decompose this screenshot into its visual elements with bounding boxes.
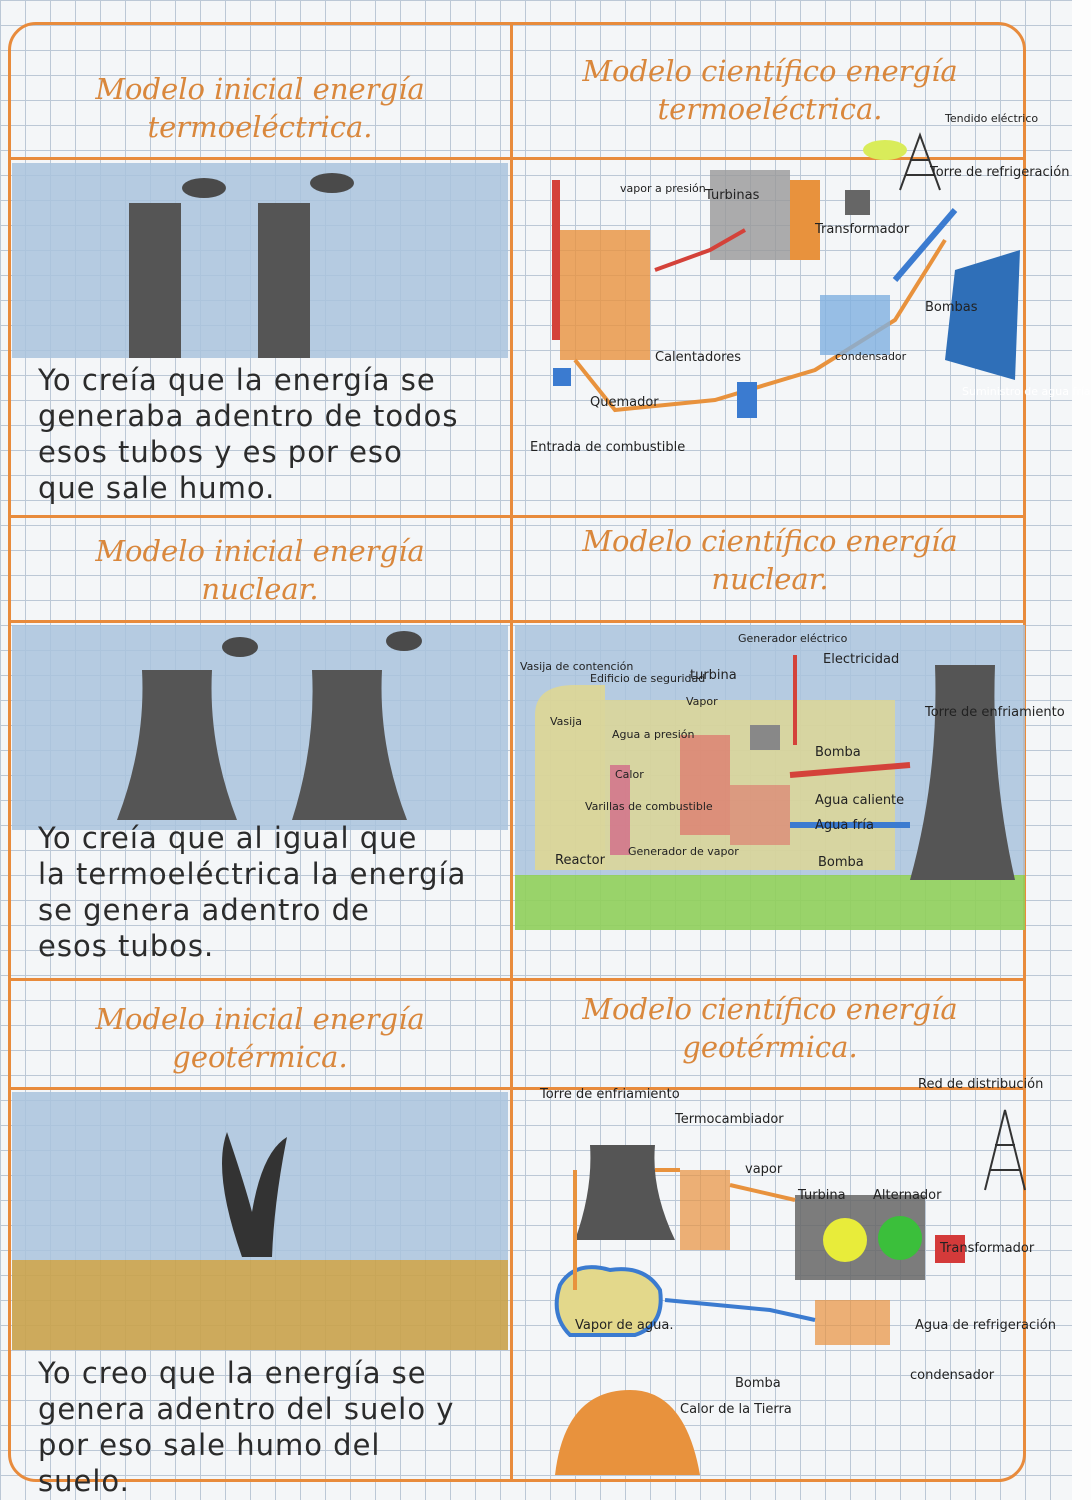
text-line: que sale humo. [38, 471, 276, 505]
label-generador: Generador eléctrico [738, 632, 848, 645]
label-electricidad: Electricidad [823, 652, 900, 667]
title-line: Modelo inicial energía [95, 1002, 425, 1036]
label-vasija: Vasija [550, 715, 582, 728]
label-torre: Torre de enfriamiento [925, 705, 1065, 720]
condenser [815, 1300, 890, 1345]
grass [515, 875, 1025, 930]
label-condensador: condensador [835, 350, 907, 363]
title-line: Modelo científico energía [582, 992, 958, 1026]
thermo-initial-title [20, 70, 500, 146]
water-supply [945, 250, 1020, 380]
label-termocambiador: Termocambiador [675, 1112, 784, 1127]
label-torre: Torre de enfriamiento [540, 1087, 680, 1102]
chimney-left [129, 203, 181, 358]
label-calor: Calor de la Tierra [680, 1402, 792, 1417]
smoke-puff [310, 173, 354, 193]
row-divider-2 [8, 978, 1026, 981]
title-line: geotérmica. [172, 1040, 348, 1074]
label-suministro: Suministro de agua fría [962, 385, 1091, 398]
text-line: genera adentro del suelo y [38, 1392, 455, 1426]
earth-heat [555, 1390, 700, 1475]
label-edificio: Edificio de seguridad [590, 672, 706, 685]
label-vasija-contencion: Vasija de contención [520, 660, 634, 673]
label-agua-caliente: Agua caliente [815, 793, 905, 808]
steam-generator [680, 735, 730, 835]
nuclear-scientific-title [520, 522, 1020, 598]
chimney-right [258, 203, 310, 358]
title-line: Modelo científico energía [582, 54, 958, 88]
text-line: Yo creía que al igual que [38, 821, 418, 855]
thermo-initial-drawing [12, 163, 508, 358]
ground [12, 1260, 508, 1350]
smoke-puff [222, 637, 258, 657]
text-line: suelo. [38, 1464, 130, 1498]
turbine-block [710, 170, 790, 260]
alternator [878, 1216, 922, 1260]
title-line: Modelo inicial energía [95, 534, 425, 568]
label-agua-presion: Agua a presión [612, 728, 695, 741]
label-calor: Calor [615, 768, 644, 781]
label-transformador: Transformador [815, 222, 910, 237]
geo-initial-title [20, 1000, 500, 1076]
cooling-tower [575, 1145, 675, 1240]
label-torre: Torre de refrigeración [930, 165, 1070, 180]
nuclear-initial-drawing [12, 625, 508, 830]
tower-icon [985, 1110, 1025, 1190]
row-divider-1 [8, 515, 1026, 518]
water-pipe [665, 1300, 815, 1320]
transformer [845, 190, 870, 215]
label-bomba2: Bomba [818, 855, 864, 870]
label-vapor: Vapor [686, 695, 718, 708]
nuclear-initial-title [20, 532, 500, 608]
title-line: nuclear. [711, 562, 829, 596]
geo-scientific-title [520, 990, 1020, 1066]
label-turbina: Turbina [798, 1188, 846, 1203]
geo-initial-text [38, 1355, 508, 1499]
title-line: Modelo científico energía [582, 524, 958, 558]
text-line: esos tubos y es por eso [38, 435, 403, 469]
label-bomba1: Bomba [815, 745, 861, 760]
label-tendido: Tendido eléctrico [945, 112, 1039, 125]
text-line: por eso sale humo del [38, 1428, 381, 1462]
label-varillas: Varillas de combustible [585, 800, 713, 813]
nuclear-initial-text [38, 820, 508, 964]
stack [552, 180, 560, 340]
label-vapor: vapor a presión [620, 182, 706, 195]
label-agua-fria: Agua fría [815, 818, 874, 833]
row2-title-divider [8, 620, 1026, 623]
geo-scientific-drawing [515, 1090, 1025, 1480]
label-generador-vapor: Generador de vapor [628, 845, 739, 858]
containment [535, 685, 605, 870]
label-transformador: Transformador [940, 1241, 1035, 1256]
smoke-puff [182, 178, 226, 198]
thermo-initial-text [38, 362, 508, 506]
label-turbina: turbina [690, 668, 737, 683]
label-turbinas: Turbinas [705, 188, 760, 203]
turbine [823, 1218, 867, 1262]
label-reactor: Reactor [555, 853, 605, 868]
text-line: se genera adentro de [38, 893, 370, 927]
text-line: generaba adentro de todos [38, 399, 459, 433]
label-vapor: vapor [745, 1162, 783, 1177]
generator [790, 180, 820, 260]
turbine [750, 725, 780, 750]
smoke-puff [386, 631, 422, 651]
title-line: termoeléctrica. [657, 92, 883, 126]
label-red: Red de distribución [918, 1077, 1044, 1092]
geo-initial-drawing [12, 1092, 508, 1350]
heat-exchanger [680, 1170, 730, 1250]
label-bombas: Bombas [925, 300, 978, 315]
label-vapor-agua: Vapor de agua. [575, 1318, 674, 1333]
center-divider [510, 22, 513, 1482]
condenser [730, 785, 790, 845]
condenser [820, 295, 890, 355]
label-entrada: Entrada de combustible [530, 440, 686, 455]
boiler [560, 230, 650, 360]
title-line: geotérmica. [682, 1030, 858, 1064]
label-bomba: Bomba [735, 1376, 781, 1391]
label-quemador: Quemador [590, 395, 659, 410]
tower-icon [900, 135, 940, 190]
label-alternador: Alternador [873, 1188, 942, 1203]
burner [553, 368, 571, 386]
title-line: Modelo inicial energía [95, 72, 425, 106]
text-line: esos tubos. [38, 929, 215, 963]
text-line: Yo creo que la energía se [38, 1356, 427, 1390]
label-calentadores: Calentadores [655, 350, 741, 365]
spark [863, 140, 907, 160]
title-line: termoeléctrica. [147, 110, 373, 144]
label-agua-refrigeracion: Agua de refrigeración [915, 1318, 1056, 1333]
text-line: la termoeléctrica la energía [38, 857, 467, 891]
label-condensador: condensador [910, 1368, 995, 1383]
heater [737, 382, 757, 418]
text-line: Yo creía que la energía se [38, 363, 436, 397]
title-line: nuclear. [201, 572, 319, 606]
